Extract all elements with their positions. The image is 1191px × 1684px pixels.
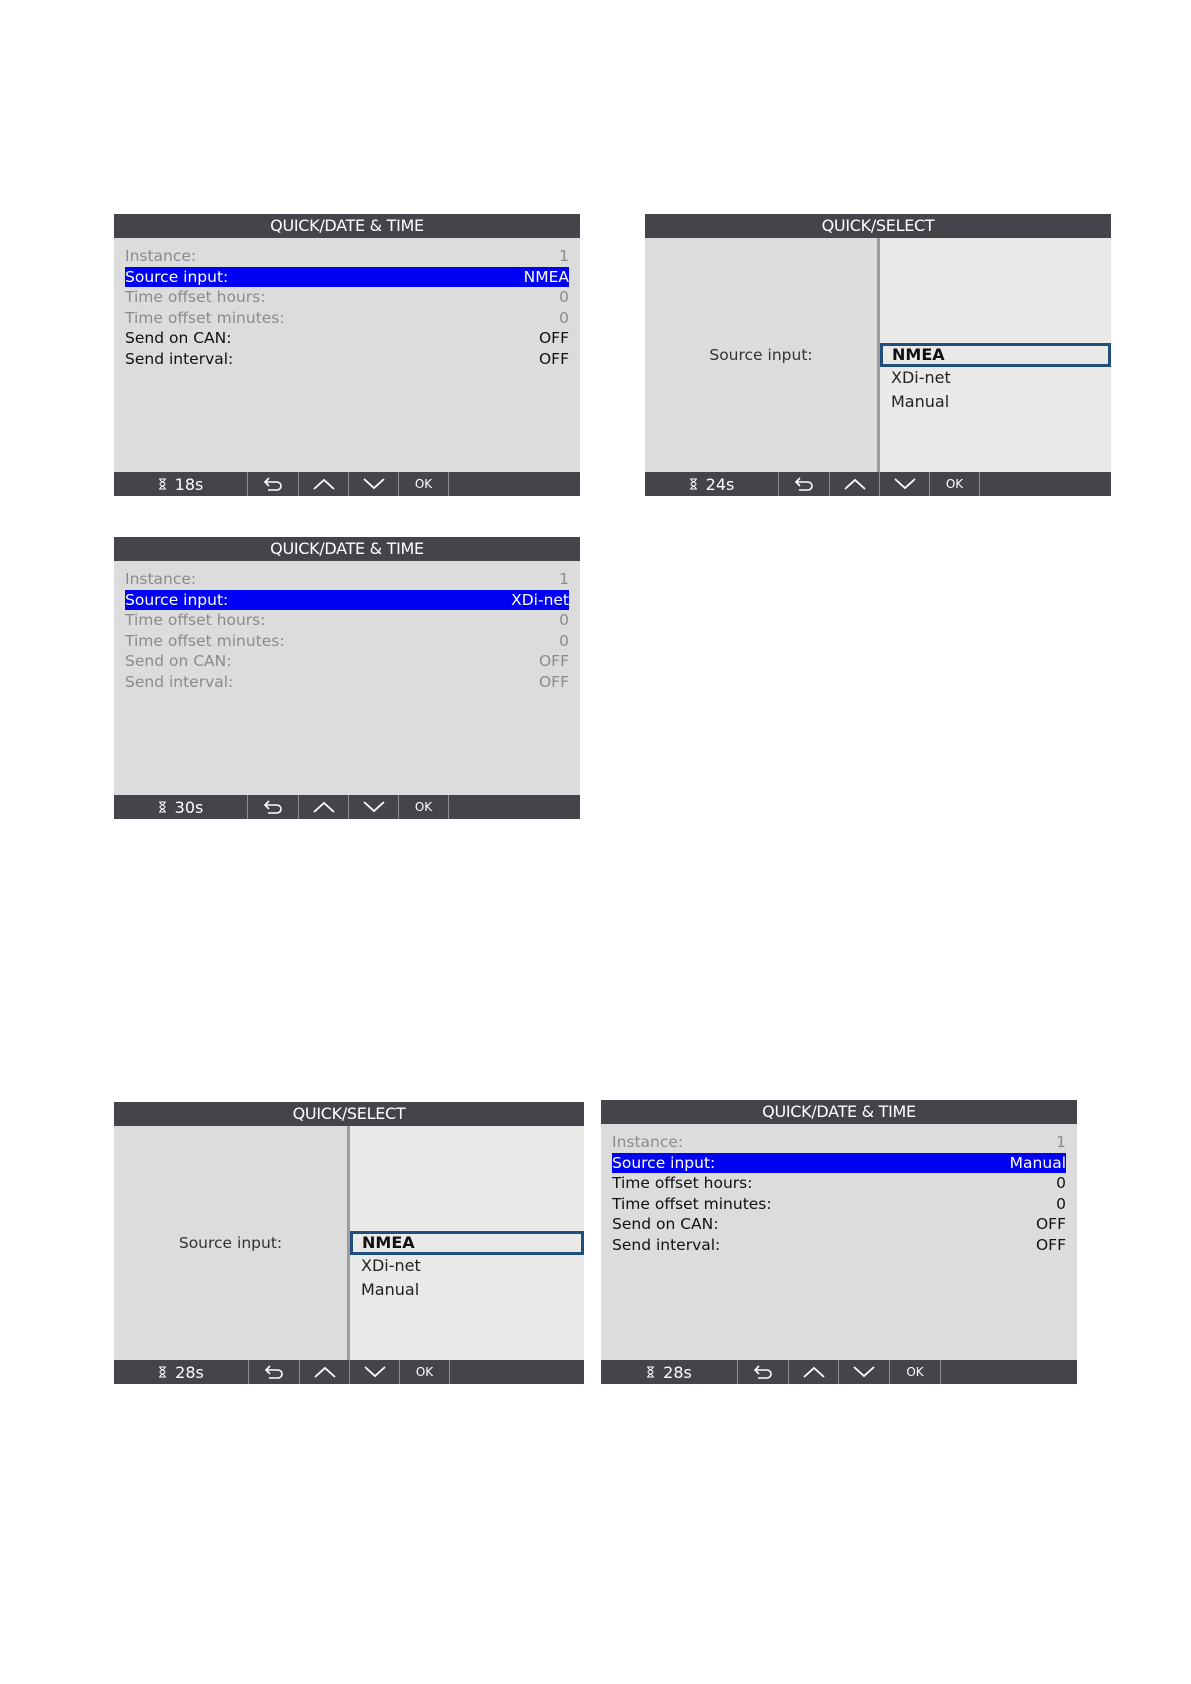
row-value: 0 xyxy=(1056,1194,1066,1213)
ok-button[interactable] xyxy=(890,1360,941,1384)
row-value: 1 xyxy=(559,247,569,265)
row-instance[interactable] xyxy=(125,246,569,267)
settings-list xyxy=(114,569,580,692)
chevron-down-icon xyxy=(363,1365,387,1379)
screen-title: QUICK/DATE & TIME xyxy=(114,537,580,561)
back-button[interactable] xyxy=(779,472,830,496)
row-value: 0 xyxy=(559,288,569,306)
hourglass-icon xyxy=(158,1366,167,1378)
softkey-bar xyxy=(114,795,580,819)
row-value: 1 xyxy=(559,570,569,588)
chevron-down-icon xyxy=(852,1365,876,1379)
row-value: 0 xyxy=(559,611,569,629)
up-button[interactable] xyxy=(789,1360,839,1384)
settings-list xyxy=(601,1132,1077,1255)
ok-label: OK xyxy=(414,477,433,491)
softkey-bar xyxy=(114,1360,584,1384)
row-value: OFF xyxy=(538,672,569,691)
ok-button[interactable] xyxy=(930,472,980,496)
back-arrow-icon xyxy=(262,477,284,491)
row-send-interval[interactable] xyxy=(612,1235,1066,1256)
row-send-on-can[interactable] xyxy=(612,1214,1066,1235)
back-button[interactable] xyxy=(738,1360,789,1384)
chevron-up-icon xyxy=(312,477,336,491)
down-button[interactable] xyxy=(880,472,930,496)
row-send-interval[interactable] xyxy=(125,672,569,693)
row-value: 0 xyxy=(559,308,569,327)
hourglass-icon xyxy=(158,801,167,813)
back-arrow-icon xyxy=(263,1365,285,1379)
softkey-bar xyxy=(114,472,580,496)
row-value: 1 xyxy=(1056,1133,1066,1151)
row-label: Time offset hours: xyxy=(125,611,266,629)
row-label: Instance: xyxy=(612,1133,684,1151)
screen-title: QUICK/SELECT xyxy=(114,1102,584,1126)
option-manual[interactable]: Manual xyxy=(361,1280,420,1299)
timer-text: 28s xyxy=(663,1362,692,1382)
screen-title: QUICK/DATE & TIME xyxy=(601,1100,1077,1124)
date-time-screen-3 xyxy=(601,1100,1077,1384)
down-button[interactable] xyxy=(839,1360,890,1384)
chevron-up-icon xyxy=(843,477,867,491)
row-label: Source input: xyxy=(612,1153,716,1172)
timer-text: 24s xyxy=(705,474,735,494)
date-time-screen-2 xyxy=(114,537,580,819)
row-label: Time offset minutes: xyxy=(612,1194,772,1213)
hourglass-icon xyxy=(689,478,698,490)
row-time-offset-minutes[interactable] xyxy=(612,1194,1066,1215)
row-label: Instance: xyxy=(125,570,197,588)
row-send-on-can[interactable] xyxy=(125,328,569,349)
ok-label: OK xyxy=(414,800,433,814)
select-label-pane xyxy=(645,238,880,472)
row-time-offset-minutes[interactable] xyxy=(125,308,569,329)
ok-label: OK xyxy=(906,1365,924,1379)
row-value: XDi-net xyxy=(511,590,569,609)
ok-button[interactable] xyxy=(399,472,449,496)
down-button[interactable] xyxy=(350,1360,400,1384)
down-button[interactable] xyxy=(349,795,399,819)
down-button[interactable] xyxy=(349,472,399,496)
back-button[interactable] xyxy=(248,795,299,819)
ok-label: OK xyxy=(945,477,964,491)
option-list xyxy=(350,1126,584,1360)
row-label: Source input: xyxy=(125,267,229,286)
option-manual[interactable]: Manual xyxy=(891,392,950,411)
ok-button[interactable] xyxy=(399,795,449,819)
up-button[interactable] xyxy=(299,472,349,496)
row-value: OFF xyxy=(1035,1235,1066,1254)
row-send-on-can[interactable] xyxy=(125,651,569,672)
option-list xyxy=(880,238,1111,472)
row-value: OFF xyxy=(538,652,569,670)
ok-label: OK xyxy=(415,1365,434,1379)
timer-display xyxy=(601,1360,738,1384)
row-label: Time offset minutes: xyxy=(125,308,285,327)
chevron-down-icon xyxy=(893,477,917,491)
row-label: Time offset hours: xyxy=(125,288,266,306)
row-label: Instance: xyxy=(125,247,197,265)
row-label: Send on CAN: xyxy=(125,652,232,670)
select-label-pane xyxy=(114,1126,350,1360)
row-value: OFF xyxy=(538,349,569,368)
row-value: OFF xyxy=(1035,1215,1066,1233)
up-button[interactable] xyxy=(830,472,880,496)
row-source-input[interactable] xyxy=(125,590,569,611)
row-value: NMEA xyxy=(523,267,569,286)
row-time-offset-hours[interactable] xyxy=(612,1173,1066,1194)
up-button[interactable] xyxy=(300,1360,350,1384)
chevron-down-icon xyxy=(362,800,386,814)
row-value: 0 xyxy=(559,631,569,650)
source-input-label: Source input: xyxy=(178,1234,283,1252)
option-nmea[interactable]: NMEA xyxy=(880,343,1111,367)
row-time-offset-hours[interactable] xyxy=(125,610,569,631)
row-label: Send interval: xyxy=(125,349,234,368)
timer-text: 28s xyxy=(175,1362,204,1382)
select-screen-1 xyxy=(645,214,1111,496)
row-label: Send interval: xyxy=(612,1235,721,1254)
timer-display xyxy=(114,1360,249,1384)
row-value: OFF xyxy=(538,329,569,347)
option-xdi-net[interactable]: XDi-net xyxy=(361,1256,421,1275)
source-input-label: Source input: xyxy=(709,346,813,364)
back-arrow-icon xyxy=(793,477,815,491)
row-label: Time offset minutes: xyxy=(125,631,285,650)
timer-display xyxy=(114,795,248,819)
chevron-up-icon xyxy=(313,1365,337,1379)
up-button[interactable] xyxy=(299,795,349,819)
hourglass-icon xyxy=(646,1366,655,1378)
timer-text: 18s xyxy=(174,474,204,494)
timer-display xyxy=(114,472,248,496)
settings-list xyxy=(114,246,580,369)
timer-text: 30s xyxy=(174,797,204,817)
chevron-up-icon xyxy=(312,800,336,814)
option-nmea[interactable]: NMEA xyxy=(350,1231,584,1255)
row-label: Send on CAN: xyxy=(125,329,232,347)
ok-button[interactable] xyxy=(400,1360,450,1384)
date-time-screen-1 xyxy=(114,214,580,496)
row-source-input[interactable] xyxy=(612,1153,1066,1174)
row-send-interval[interactable] xyxy=(125,349,569,370)
select-screen-2 xyxy=(114,1102,584,1384)
row-time-offset-minutes[interactable] xyxy=(125,631,569,652)
timer-display xyxy=(645,472,779,496)
option-xdi-net[interactable]: XDi-net xyxy=(891,368,951,387)
back-button[interactable] xyxy=(248,472,299,496)
row-source-input[interactable] xyxy=(125,267,569,288)
row-instance[interactable] xyxy=(612,1132,1066,1153)
row-time-offset-hours[interactable] xyxy=(125,287,569,308)
row-value: Manual xyxy=(1009,1153,1066,1172)
row-label: Time offset hours: xyxy=(612,1174,753,1192)
hourglass-icon xyxy=(158,478,167,490)
chevron-down-icon xyxy=(362,477,386,491)
screen-title: QUICK/DATE & TIME xyxy=(114,214,580,238)
row-label: Send interval: xyxy=(125,672,234,691)
back-button[interactable] xyxy=(249,1360,300,1384)
screen-title: QUICK/SELECT xyxy=(645,214,1111,238)
row-label: Send on CAN: xyxy=(612,1215,719,1233)
back-arrow-icon xyxy=(262,800,284,814)
row-instance[interactable] xyxy=(125,569,569,590)
row-value: 0 xyxy=(1056,1174,1066,1192)
row-label: Source input: xyxy=(125,590,229,609)
softkey-bar xyxy=(601,1360,1077,1384)
chevron-up-icon xyxy=(802,1365,826,1379)
back-arrow-icon xyxy=(752,1365,774,1379)
softkey-bar xyxy=(645,472,1111,496)
